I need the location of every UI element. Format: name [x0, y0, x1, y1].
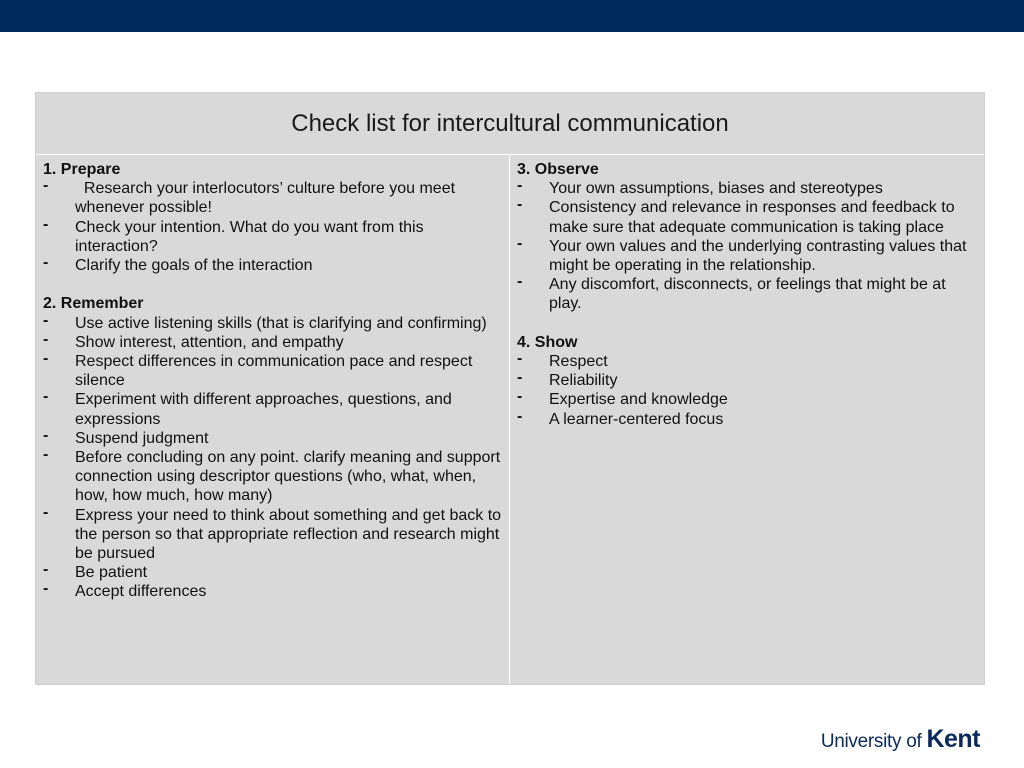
- list-item: - Expertise and knowledge: [517, 390, 978, 409]
- list-item: - Use active listening skills (that is clarifying and confirming): [43, 314, 503, 333]
- list-item: - Your own assumptions, biases and stereotypes: [517, 179, 978, 198]
- list-item: - Before concluding on any point. clarify meaning and support connection using descriptor questions (who, what, when, how, how much, how many): [43, 448, 503, 506]
- list-item: - Respect differences in communication pace and respect silence: [43, 352, 503, 390]
- logo-name: Kent: [926, 725, 980, 753]
- list-item: - Accept differences: [43, 582, 503, 601]
- section-spacer: [43, 275, 503, 294]
- section-heading-show: 4. Show: [517, 333, 578, 351]
- table-body: [36, 155, 984, 684]
- list-item: - Clarify the goals of the interaction: [43, 256, 503, 275]
- observe-list: [517, 179, 978, 313]
- show-list: [517, 352, 978, 429]
- left-column: [36, 155, 510, 684]
- list-item: - Research your interlocutors’ culture before you meet whenever possible!: [43, 179, 503, 217]
- list-item: - Consistency and relevance in responses and feedback to make sure that adequate communication is taking place: [517, 198, 978, 236]
- list-item: - Be patient: [43, 563, 503, 582]
- university-logo: [821, 725, 980, 754]
- list-item: - Any discomfort, disconnects, or feelings that might be at play.: [517, 275, 978, 313]
- list-item: - Your own values and the underlying contrasting values that might be operating in the relationship.: [517, 237, 978, 275]
- table-title-row: [36, 93, 984, 155]
- table-title: Check list for intercultural communication: [291, 109, 729, 137]
- list-item: - Express your need to think about something and get back to the person so that appropriate reflection and research might be pursued: [43, 506, 503, 564]
- section-heading-observe: 3. Observe: [517, 161, 599, 178]
- logo-prefix: University of: [820, 731, 927, 752]
- section-heading-remember: 2. Remember: [43, 295, 144, 313]
- header-bar: [0, 0, 1024, 32]
- right-column: [510, 155, 984, 684]
- section-heading-prepare: 1. Prepare: [43, 161, 121, 178]
- list-item: - Check your intention. What do you want from this interaction?: [43, 218, 503, 256]
- list-item: - Respect: [517, 352, 978, 371]
- section-spacer: [517, 314, 978, 333]
- checklist-table: [35, 92, 985, 685]
- list-item: - Experiment with different approaches, questions, and expressions: [43, 390, 503, 428]
- list-item: - Reliability: [517, 371, 978, 390]
- list-item: - Suspend judgment: [43, 429, 503, 448]
- prepare-list: [43, 179, 503, 275]
- remember-list: [43, 314, 503, 602]
- list-item: - A learner-centered focus: [517, 410, 978, 429]
- list-item: - Show interest, attention, and empathy: [43, 333, 503, 352]
